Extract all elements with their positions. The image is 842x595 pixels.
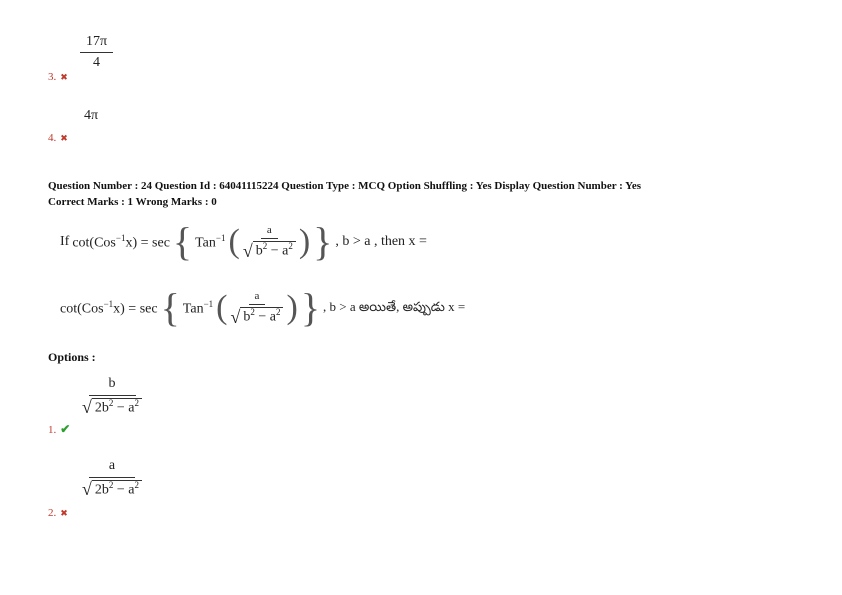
option-4-value: 4π xyxy=(84,108,99,123)
option-3-row xyxy=(48,67,68,85)
question-lhs: cot(Cos$^{-1}$x) = sec xyxy=(60,298,158,317)
right-brace: } xyxy=(313,219,333,264)
left-paren: ( xyxy=(228,223,240,260)
option-3-value xyxy=(80,32,113,71)
question-lhs: cot(Cos$^{-1}$x) = sec xyxy=(72,232,170,251)
cross-icon: ✖ xyxy=(60,72,68,82)
right-paren: ) xyxy=(286,289,298,326)
option-3-number: 3. xyxy=(48,71,57,83)
option-1-number: 1. xyxy=(48,424,57,436)
option-1-value: b √ $2b^2 - a^2$ xyxy=(82,376,142,416)
left-brace: { xyxy=(160,285,180,330)
question-telugu xyxy=(60,285,466,330)
options-label: Options : xyxy=(48,350,96,364)
question-tail: , b > a , then x = xyxy=(335,234,427,249)
question-tan: Tan$^{-1}$ xyxy=(195,232,226,251)
question-tail: , b > a అయితే, అప్పుడు x = xyxy=(323,298,466,314)
check-icon: ✔ xyxy=(60,422,71,436)
cross-icon: ✖ xyxy=(60,508,68,518)
option-3-numerator: 17π xyxy=(80,34,113,53)
left-paren: ( xyxy=(216,289,228,326)
question-fraction: a √ $b^2 - a^2$ xyxy=(230,290,283,325)
option-4-number: 4. xyxy=(48,132,57,144)
right-paren: ) xyxy=(298,223,311,260)
question-lead: If xyxy=(60,234,70,249)
option-3-denominator: 4 xyxy=(93,55,101,70)
marks-meta-line: Correct Marks : 1 Wrong Marks : 0 xyxy=(48,196,217,208)
question-english xyxy=(60,219,427,264)
option-4-row xyxy=(48,128,68,146)
option-2-value: a √ $2b^2 - a^2$ xyxy=(82,458,142,498)
right-brace: } xyxy=(300,285,321,330)
question-tan: Tan$^{-1}$ xyxy=(182,298,214,317)
option-1-row[interactable] xyxy=(48,420,70,438)
cross-icon: ✖ xyxy=(60,133,68,143)
option-2-number: 2. xyxy=(48,507,57,519)
question-fraction: a √ $b^2 - a^2$ xyxy=(243,224,296,259)
question-meta-line: Question Number : 24 Question Id : 64041115224 Question Type : MCQ Option Shuffling : Yes Display Question Number : Yes xyxy=(48,180,642,192)
option-2-row[interactable] xyxy=(48,503,68,521)
left-brace: { xyxy=(172,219,193,264)
